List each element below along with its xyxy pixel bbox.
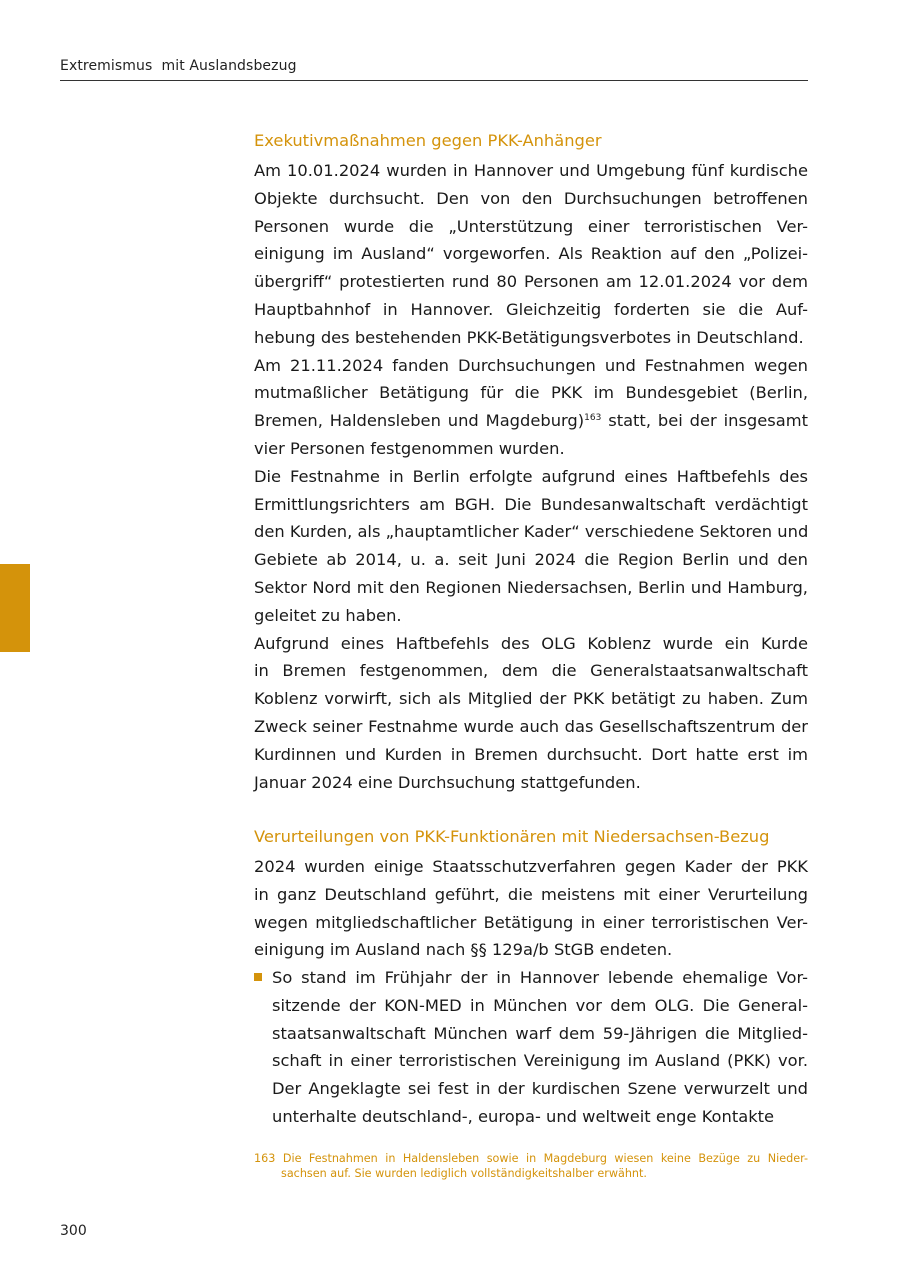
- footnote-line: [254, 1151, 808, 1166]
- body-line: übergriff“ protestierten rund 80 Personen am 12.01.2024 vor dem: [254, 272, 808, 292]
- body-line: wegen mitgliedschaftlicher Betätigung in einer terroristischen Ver-: [254, 912, 808, 932]
- body-line: Hauptbahnhof in Hannover. Gleichzeitig forderten sie die Auf-: [254, 299, 808, 319]
- body-line: Kurdinnen und Kurden in Bremen durchsucht. Dort hatte erst im: [254, 744, 808, 764]
- body-line: Koblenz vorwirft, sich als Mitglied der PKK betätigt zu haben. Zum: [254, 689, 808, 709]
- body-line: Sektor Nord mit den Regionen Niedersachsen, Berlin und Hamburg,: [254, 577, 808, 597]
- footnote-line: sachsen auf. Sie wurden lediglich vollständigkeitshalber erwähnt.: [281, 1167, 647, 1180]
- chapter-tab-marker: [0, 564, 30, 652]
- list-line: unterhalte deutschland-, europa- und weltweit enge Kontakte: [272, 1106, 775, 1126]
- list-line: staatsanwaltschaft München warf dem 59-Jährigen die Mitglied-: [272, 1023, 808, 1043]
- list-line: schaft in einer terroristischen Vereinigung im Ausland (PKK) vor.: [272, 1051, 808, 1071]
- body-line: Die Festnahme in Berlin erfolgte aufgrund eines Haftbefehls des: [254, 466, 808, 486]
- body-line: Personen wurde die „Unterstützung einer terroristischen Ver-: [254, 216, 808, 236]
- body-line: hebung des bestehenden PKK-Betätigungsverbotes in Deutschland.: [254, 327, 804, 347]
- footnote-number: 163: [254, 1152, 276, 1165]
- footnote-reference[interactable]: 163: [584, 413, 602, 424]
- body-line: einigung im Ausland nach §§ 129a/b StGB endeten.: [254, 940, 673, 960]
- body-line: den Kurden, als „hauptamtlicher Kader“ verschiedene Sektoren und: [254, 522, 809, 542]
- body-line: Zweck seiner Festnahme wurde auch das Gesellschaftszentrum der: [254, 716, 808, 736]
- body-line: vier Personen festgenommen wurden.: [254, 438, 565, 458]
- body-line: in ganz Deutschland geführt, die meistens mit einer Verurteilung: [254, 884, 808, 904]
- section-body-executive-measures: [254, 157, 808, 796]
- list-line: sitzende der KON-MED in München vor dem OLG. Die General-: [272, 995, 808, 1015]
- body-line: einigung im Ausland“ vorgeworfen. Als Reaktion auf den „Polizei-: [254, 244, 808, 264]
- list-line: So stand im Frühjahr der in Hannover lebende ehemalige Vor-: [272, 968, 808, 987]
- body-line: Objekte durchsucht. Den von den Durchsuchungen betroffenen: [254, 188, 808, 208]
- body-line: 2024 wurden einige Staatsschutzverfahren gegen Kader der PKK: [254, 857, 808, 876]
- body-text: statt, bei der insgesamt: [601, 411, 808, 431]
- body-line: in Bremen festgenommen, dem die Generalstaatsanwaltschaft: [254, 661, 808, 681]
- body-line: geleitet zu haben.: [254, 605, 402, 625]
- body-line: Ermittlungsrichters am BGH. Die Bundesanwaltschaft verdächtigt: [254, 494, 808, 514]
- header-divider: [60, 80, 808, 81]
- footnote: [254, 1151, 808, 1181]
- list-item-text: [272, 964, 808, 1131]
- body-line: Am 10.01.2024 wurden in Hannover und Umgebung fünf kurdische: [254, 161, 808, 180]
- body-line: mutmaßlicher Betätigung für die PKK im Bundesgebiet (Berlin,: [254, 383, 808, 403]
- list-line: Der Angeklagte sei fest in der kurdischen Szene verwurzelt und: [272, 1079, 808, 1099]
- body-line: Am 21.11.2024 fanden Durchsuchungen und Festnahmen wegen: [254, 355, 808, 375]
- bullet-square-icon: [254, 973, 262, 981]
- body-line: Januar 2024 eine Durchsuchung stattgefunden.: [254, 772, 641, 792]
- section-heading-executive-measures: Exekutivmaßnahmen gegen PKK-Anhänger: [254, 131, 602, 150]
- body-line: Aufgrund eines Haftbefehls des OLG Koblenz wurde ein Kurde: [254, 633, 808, 653]
- running-header: Extremismus mit Auslandsbezug: [60, 58, 297, 74]
- body-text: Bremen, Haldensleben und Magdeburg): [254, 411, 585, 431]
- section-body-convictions: [254, 853, 808, 964]
- body-line-with-footnote: [254, 407, 808, 435]
- page-number: 300: [60, 1223, 87, 1239]
- body-line: Gebiete ab 2014, u. a. seit Juni 2024 die Region Berlin und den: [254, 550, 808, 570]
- section-heading-convictions: Verurteilungen von PKK-Funktionären mit Niedersachsen-Bezug: [254, 827, 770, 846]
- footnote-text: Die Festnahmen in Haldensleben sowie in Magdeburg wiesen keine Bezüge zu Nieder-: [282, 1152, 809, 1165]
